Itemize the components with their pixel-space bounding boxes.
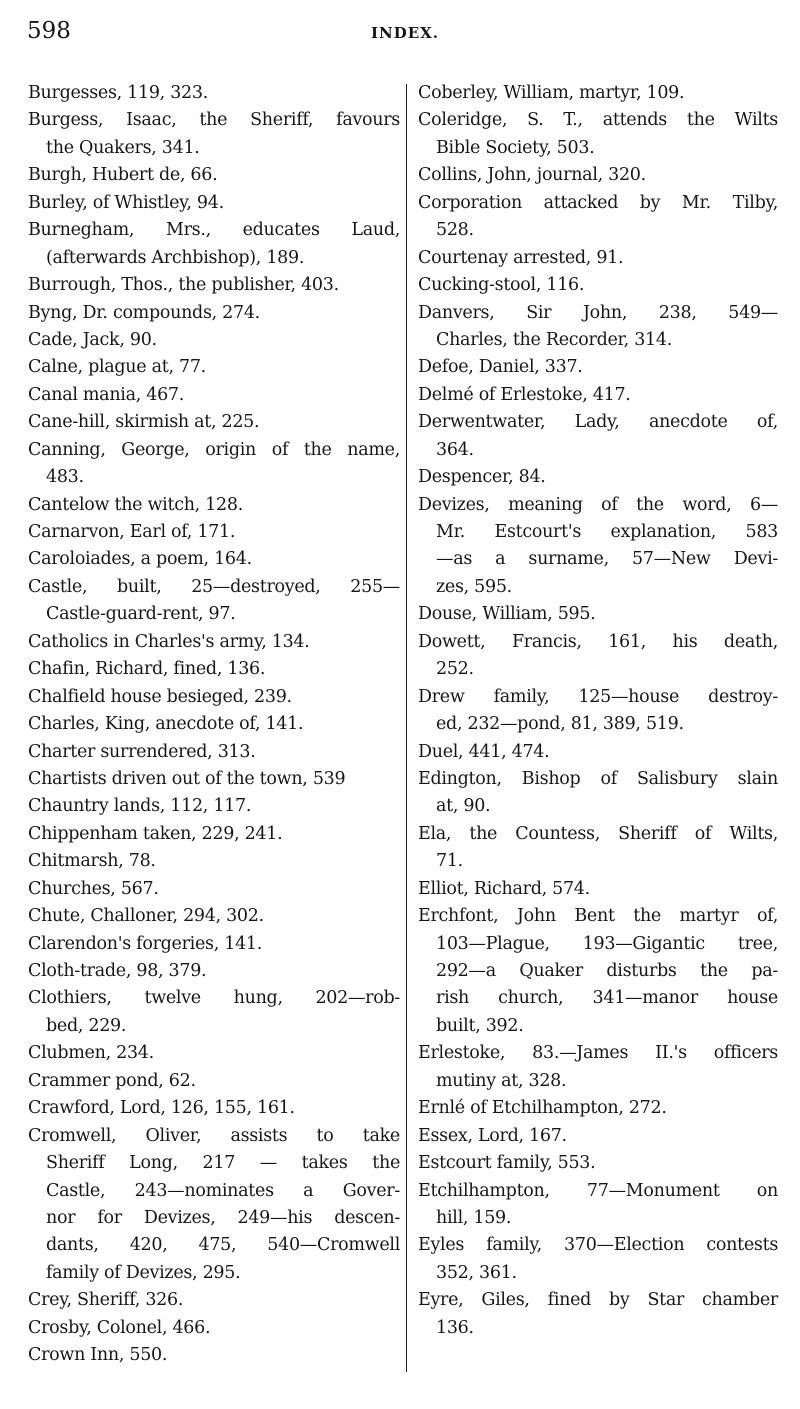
index-entry (28, 958, 400, 985)
index-entry-line: Cucking-stool, 116. (418, 275, 585, 296)
index-entry-continuation: zes, 595. (436, 576, 512, 597)
index-entry-continuation: ed, 232—pond, 81, 389, 519. (436, 714, 684, 735)
index-entry-line: Calne, plague at, 77. (28, 357, 206, 378)
index-column-left (28, 80, 400, 1370)
index-entry-continuation: built, 392. (436, 1015, 524, 1036)
index-entry-continuation: dants, 420, 475, 540—Cromwell (46, 1235, 400, 1256)
index-entry-continuation: Mr. Estcourt's explanation, 583 (436, 522, 778, 542)
index-entry (418, 80, 778, 107)
index-entry (418, 354, 778, 381)
index-entry (418, 1123, 778, 1150)
index-entry-continuation: mutiny at, 328. (436, 1070, 567, 1091)
index-entry (418, 107, 778, 162)
index-entry-line: Burgh, Hubert de, 66. (28, 165, 218, 186)
index-entry-continuation: 71. (436, 851, 463, 872)
index-entry (28, 300, 400, 327)
index-entry-line: Chippenham taken, 229, 241. (28, 823, 283, 844)
index-entry (418, 629, 778, 684)
index-entry-line: Estcourt family, 553. (418, 1153, 596, 1174)
index-entry (418, 190, 778, 245)
index-entry-line: Chalfield house besieged, 239. (28, 686, 292, 707)
index-entry-line: Charter surrendered, 313. (28, 741, 256, 762)
index-entry-line: Cantelow the witch, 128. (28, 494, 243, 515)
index-entry-line: Dowett, Francis, 161, his death, (418, 631, 778, 652)
index-entry-line: Eyles family, 370—Election contests (418, 1235, 778, 1256)
index-entry (28, 931, 400, 958)
index-entry-continuation: nor for Devizes, 249—his descen- (46, 1207, 400, 1228)
index-entry-line: Catholics in Charles's army, 134. (28, 631, 310, 652)
index-entry-continuation: 292—a Quaker disturbs the pa- (436, 961, 778, 981)
index-entry-line: Clarendon's forgeries, 141. (28, 933, 263, 954)
index-entry-line: Cloth-trade, 98, 379. (28, 961, 207, 981)
index-entry-continuation: at, 90. (436, 796, 491, 817)
index-entry (28, 848, 400, 875)
index-entry-line: Danvers, Sir John, 238, 549— (418, 302, 778, 323)
index-entry (28, 1287, 400, 1314)
index-entry-continuation: Castle, 243—nominates a Gover- (46, 1180, 400, 1201)
page-number: 598 (27, 18, 71, 44)
index-entry (28, 437, 400, 492)
index-entry-continuation: rish church, 341—manor house (436, 988, 778, 1009)
index-entry (28, 574, 400, 629)
index-entry-line: Cade, Jack, 90. (28, 329, 157, 350)
index-entry-line: Collins, John, journal, 320. (418, 165, 646, 186)
index-entry (28, 1095, 400, 1122)
index-entry-line: Clubmen, 234. (28, 1043, 154, 1064)
index-entry-line: Burgess, Isaac, the Sheriff, favours (28, 110, 400, 131)
index-entry-line: Delmé of Erlestoke, 417. (418, 384, 631, 405)
index-entry (28, 629, 400, 656)
index-entry-line: Chitmarsh, 78. (28, 851, 156, 872)
index-entry (418, 876, 778, 903)
index-entry (418, 382, 778, 409)
index-entry-line: Byng, Dr. compounds, 274. (28, 302, 260, 323)
index-entry (418, 1287, 778, 1342)
index-entry-line: Douse, William, 595. (418, 604, 596, 625)
index-entry-line: Chafin, Richard, fined, 136. (28, 659, 266, 680)
index-entry-line: Erlestoke, 83.—James II.'s officers (418, 1043, 778, 1064)
index-entry (28, 1068, 400, 1095)
index-entry (418, 1150, 778, 1177)
index-entry (418, 464, 778, 491)
index-entry (28, 876, 400, 903)
index-entry-line: Burgesses, 119, 323. (28, 83, 208, 103)
index-entry-line: Elliot, Richard, 574. (418, 878, 590, 899)
index-entry-line: Churches, 567. (28, 878, 159, 899)
index-entry (418, 272, 778, 299)
page-title: INDEX. (370, 24, 440, 42)
column-divider (406, 84, 407, 1372)
index-entry (418, 821, 778, 876)
index-entry (28, 492, 400, 519)
index-entry-line: Cane-hill, skirmish at, 225. (28, 412, 260, 433)
index-entry (28, 382, 400, 409)
index-entry (28, 272, 400, 299)
index-entry (28, 354, 400, 381)
index-entry (28, 1342, 400, 1369)
index-column-right (418, 80, 778, 1342)
index-entry-line: Caroloiades, a poem, 164. (28, 549, 252, 570)
index-entry-continuation: hill, 159. (436, 1207, 512, 1228)
index-entry-line: Crawford, Lord, 126, 155, 161. (28, 1098, 295, 1119)
index-entry-line: Burnegham, Mrs., educates Laud, (28, 220, 400, 241)
index-entry-continuation: 528. (436, 220, 474, 241)
index-entry-line: Castle, built, 25—destroyed, 255— (28, 576, 400, 597)
index-entry-line: Devizes, meaning of the word, 6— (418, 494, 778, 515)
index-entry (418, 492, 778, 602)
index-entry (28, 519, 400, 546)
index-entry-line: Coleridge, S. T., attends the Wilts (418, 110, 778, 131)
index-entry-continuation: —as a surname, 57—New Devi- (436, 549, 778, 570)
index-entry-line: Duel, 441, 474. (418, 741, 550, 762)
index-entry (28, 1040, 400, 1067)
index-entry (28, 80, 400, 107)
index-entry (418, 739, 778, 766)
index-entry-line: Chute, Challoner, 294, 302. (28, 906, 264, 927)
index-entry (418, 162, 778, 189)
index-entry-continuation: Sheriff Long, 217 — takes the (46, 1153, 400, 1174)
index-entry-line: Courtenay arrested, 91. (418, 247, 624, 268)
index-entry (28, 711, 400, 738)
index-entry (28, 546, 400, 573)
index-entry-continuation: 352, 361. (436, 1262, 517, 1283)
index-entry (28, 409, 400, 436)
index-entry-line: Ela, the Countess, Sheriff of Wilts, (418, 823, 778, 844)
index-entry-line: Ernlé of Etchilhampton, 272. (418, 1098, 667, 1119)
index-entry-line: Clothiers, twelve hung, 202—rob- (28, 988, 400, 1009)
index-entry-line: Edington, Bishop of Salisbury slain (418, 768, 778, 789)
index-entry (28, 766, 400, 793)
index-entry-line: Despencer, 84. (418, 467, 546, 488)
index-entry-continuation: 364. (436, 439, 474, 460)
index-entry-line: Charles, King, anecdote of, 141. (28, 714, 304, 735)
index-entry-line: Chartists driven out of the town, 539 (28, 768, 346, 789)
index-entry (28, 656, 400, 683)
index-entry-line: Burrough, Thos., the publisher, 403. (28, 275, 339, 296)
index-entry-continuation: the Quakers, 341. (46, 137, 200, 158)
index-entry-continuation: Castle-guard-rent, 97. (46, 604, 236, 625)
index-entry-line: Erchfont, John Bent the martyr of, (418, 906, 778, 927)
index-entry-continuation: (afterwards Archbishop), 189. (46, 247, 305, 268)
index-entry (28, 217, 400, 272)
index-entry (418, 766, 778, 821)
index-entry-line: Eyre, Giles, fined by Star chamber (418, 1290, 778, 1311)
index-entry (28, 162, 400, 189)
index-entry (418, 684, 778, 739)
index-entry-line: Canning, George, origin of the name, (28, 439, 400, 460)
index-entry (28, 821, 400, 848)
index-entry (28, 190, 400, 217)
index-entry (28, 1123, 400, 1288)
index-entry-line: Cromwell, Oliver, assists to take (28, 1125, 400, 1146)
index-entry-continuation: 136. (436, 1317, 474, 1338)
index-entry-continuation: Charles, the Recorder, 314. (436, 329, 672, 350)
index-entry-line: Coberley, William, martyr, 109. (418, 83, 685, 103)
index-entry (418, 601, 778, 628)
index-entry-line: Etchilhampton, 77—Monument on (418, 1180, 778, 1201)
index-entry-line: Crosby, Colonel, 466. (28, 1317, 211, 1338)
index-entry (418, 300, 778, 355)
index-entry-continuation: Bible Society, 503. (436, 137, 595, 158)
index-entry (418, 1040, 778, 1095)
index-entry-line: Chauntry lands, 112, 117. (28, 796, 252, 817)
index-entry-line: Burley, of Whistley, 94. (28, 192, 224, 213)
index-entry-continuation: 103—Plague, 193—Gigantic tree, (436, 933, 778, 954)
index-entry-line: Crey, Sheriff, 326. (28, 1290, 184, 1311)
index-entry-continuation: 483. (46, 467, 84, 488)
index-entry (418, 409, 778, 464)
index-entry (418, 1095, 778, 1122)
index-entry-continuation: family of Devizes, 295. (46, 1262, 241, 1283)
index-entry (28, 985, 400, 1040)
index-entry-line: Crown Inn, 550. (28, 1345, 168, 1366)
index-entry (418, 245, 778, 272)
index-entry (28, 1315, 400, 1342)
index-entry (28, 107, 400, 162)
index-entry-continuation: 252. (436, 659, 474, 680)
index-entry (28, 327, 400, 354)
index-entry (28, 793, 400, 820)
index-entry-line: Crammer pond, 62. (28, 1070, 196, 1091)
index-entry-line: Canal mania, 467. (28, 384, 185, 405)
index-entry (28, 739, 400, 766)
index-entry-line: Carnarvon, Earl of, 171. (28, 522, 236, 542)
index-entry-line: Drew family, 125—house destroy- (418, 686, 778, 707)
index-entry-continuation: bed, 229. (46, 1015, 127, 1036)
index-entry-line: Derwentwater, Lady, anecdote of, (418, 412, 778, 433)
index-entry-line: Defoe, Daniel, 337. (418, 357, 583, 378)
index-entry (28, 903, 400, 930)
index-entry (418, 1178, 778, 1233)
index-entry (418, 1232, 778, 1287)
index-entry-line: Essex, Lord, 167. (418, 1125, 567, 1146)
index-entry (418, 903, 778, 1040)
index-entry-line: Corporation attacked by Mr. Tilby, (418, 192, 778, 213)
index-entry (28, 684, 400, 711)
